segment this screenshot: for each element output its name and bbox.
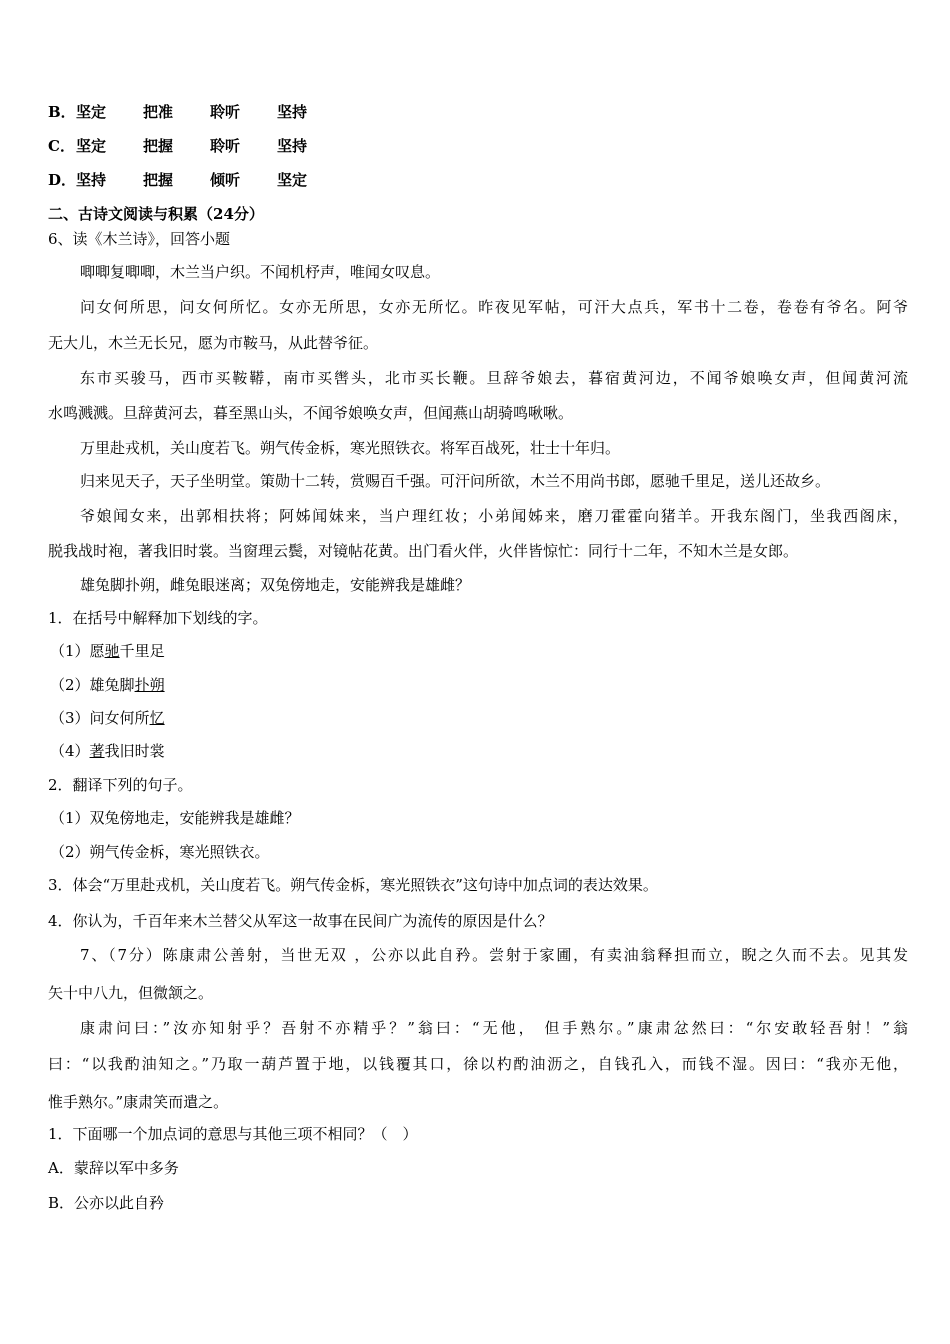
option-b: B．公亦以此自矜 (48, 1194, 165, 1212)
poem-line: 爷娘闻女来，出郭相扶将；阿姊闻妹来，当户理红妆；小弟闻姊来，磨刀霍霍向猪羊。开我东阁门，坐我西阁床， (80, 507, 908, 525)
underlined-word: 扑朔 (134, 676, 165, 694)
poem-line: 雄兔脚扑朔，雌兔眼迷离；双兔傍地走，安能辨我是雄雌？ (80, 576, 471, 594)
choice-label: C． (48, 137, 75, 155)
sub-question-item: （3）问女何所忆 (50, 709, 165, 727)
choice-label: D． (48, 171, 77, 189)
sub-question-item: （2）朔气传金柝，寒光照铁衣。 (50, 843, 270, 861)
poem-line: 无大儿，木兰无长兄，愿为市鞍马，从此替爷征。 (48, 334, 379, 352)
poem-line: 东市买骏马，西市买鞍鞯，南市买辔头，北市买长鞭。旦辞爷娘去，暮宿黄河边，不闻爷娘唤女声，但闻黄河流 (80, 369, 908, 387)
choice-word: 坚持 (76, 171, 107, 189)
choice-label: B． (48, 103, 76, 121)
choice-word: 坚持 (277, 103, 308, 121)
poem-line: 脱我战时袍，著我旧时裳。当窗理云鬓，对镜帖花黄。出门看火伴，火伴皆惊忙：同行十二年，不知木兰是女郎。 (48, 542, 799, 560)
choice-b (48, 102, 344, 122)
passage-line: 惟手熟尔。”康肃笑而遣之。 (48, 1093, 229, 1111)
choice-word: 坚持 (277, 137, 308, 155)
sub-question-prompt: 2．翻译下列的句子。 (48, 776, 193, 794)
passage-line: 曰：“以我酌油知之。”乃取一葫芦置于地，以钱覆其口，徐以杓酌油沥之，自钱孔入，而钱不湿。因曰：“我亦无他， (48, 1055, 908, 1073)
choice-word: 坚定 (76, 137, 107, 155)
passage-line: 康肃问曰：”汝亦知射乎？吾射不亦精乎？”翁曰：“无他， 但手熟尔。”康肃忿然曰：“尔安敢轻吾射！”翁 (80, 1019, 908, 1037)
sub-question-item: （2）雄兔脚扑朔 (50, 676, 165, 694)
underlined-word: 驰 (104, 642, 120, 660)
poem-line: 归来见天子，天子坐明堂。策勋十二转，赏赐百千强。可汗问所欲，木兰不用尚书郎，愿驰千里足，送儿还故乡。 (80, 472, 831, 490)
choice-word: 把握 (143, 171, 174, 189)
sub-question-prompt: 1．在括号中解释加下划线的字。 (48, 609, 268, 627)
poem-line: 水鸣溅溅。旦辞黄河去，暮至黑山头，不闻爷娘唤女声，但闻燕山胡骑鸣啾啾。 (48, 404, 574, 422)
passage-line: 7、（7分）陈康肃公善射，当世无双 ，公亦以此自矜。尝射于家圃，有卖油翁释担而立，睨之久而不去。见其发 (80, 946, 908, 964)
section-title: 二、古诗文阅读与积累（24分） (48, 205, 264, 223)
passage-line: 矢十中八九，但微颔之。 (48, 984, 214, 1002)
choice-word: 坚定 (277, 171, 308, 189)
choice-word: 聆听 (210, 103, 241, 121)
poem-line: 问女何所思，问女何所忆。女亦无所思，女亦无所忆。昨夜见军帖，可汗大点兵，军书十二卷，卷卷有爷名。阿爷 (80, 298, 908, 316)
choice-d (48, 170, 344, 190)
underlined-word: 著 (89, 742, 105, 760)
choice-word: 坚定 (76, 103, 107, 121)
sub-question-item: （1）愿驰千里足 (50, 642, 165, 660)
poem-line: 万里赴戎机，关山度若飞。朔气传金柝，寒光照铁衣。将军百战死，壮士十年归。 (80, 439, 621, 457)
sub-question-prompt: 4．你认为，千百年来木兰替父从军这一故事在民间广为流传的原因是什么？ (48, 912, 553, 930)
choice-c (48, 136, 344, 156)
underlined-word: 忆 (149, 709, 165, 727)
choice-word: 倾听 (210, 171, 241, 189)
choice-word: 把握 (143, 137, 174, 155)
sub-question-item: （1）双兔傍地走，安能辨我是雄雌？ (50, 809, 300, 827)
sub-question-prompt: 1．下面哪一个加点词的意思与其他三项不相同？（ ） (48, 1125, 418, 1143)
question-6-title: 6、读《木兰诗》，回答小题 (48, 230, 231, 248)
choice-word: 聆听 (210, 137, 241, 155)
sub-question-prompt: 3．体会“万里赴戎机，关山度若飞。朔气传金柝，寒光照铁衣”这句诗中加点词的表达效果。 (48, 876, 658, 894)
choice-word: 把准 (143, 103, 174, 121)
poem-line: 唧唧复唧唧，木兰当户织。不闻机杼声，唯闻女叹息。 (80, 263, 441, 281)
sub-question-item: （4）著我旧时裳 (50, 742, 165, 760)
option-a: A．蒙辞以军中多务 (48, 1159, 179, 1177)
